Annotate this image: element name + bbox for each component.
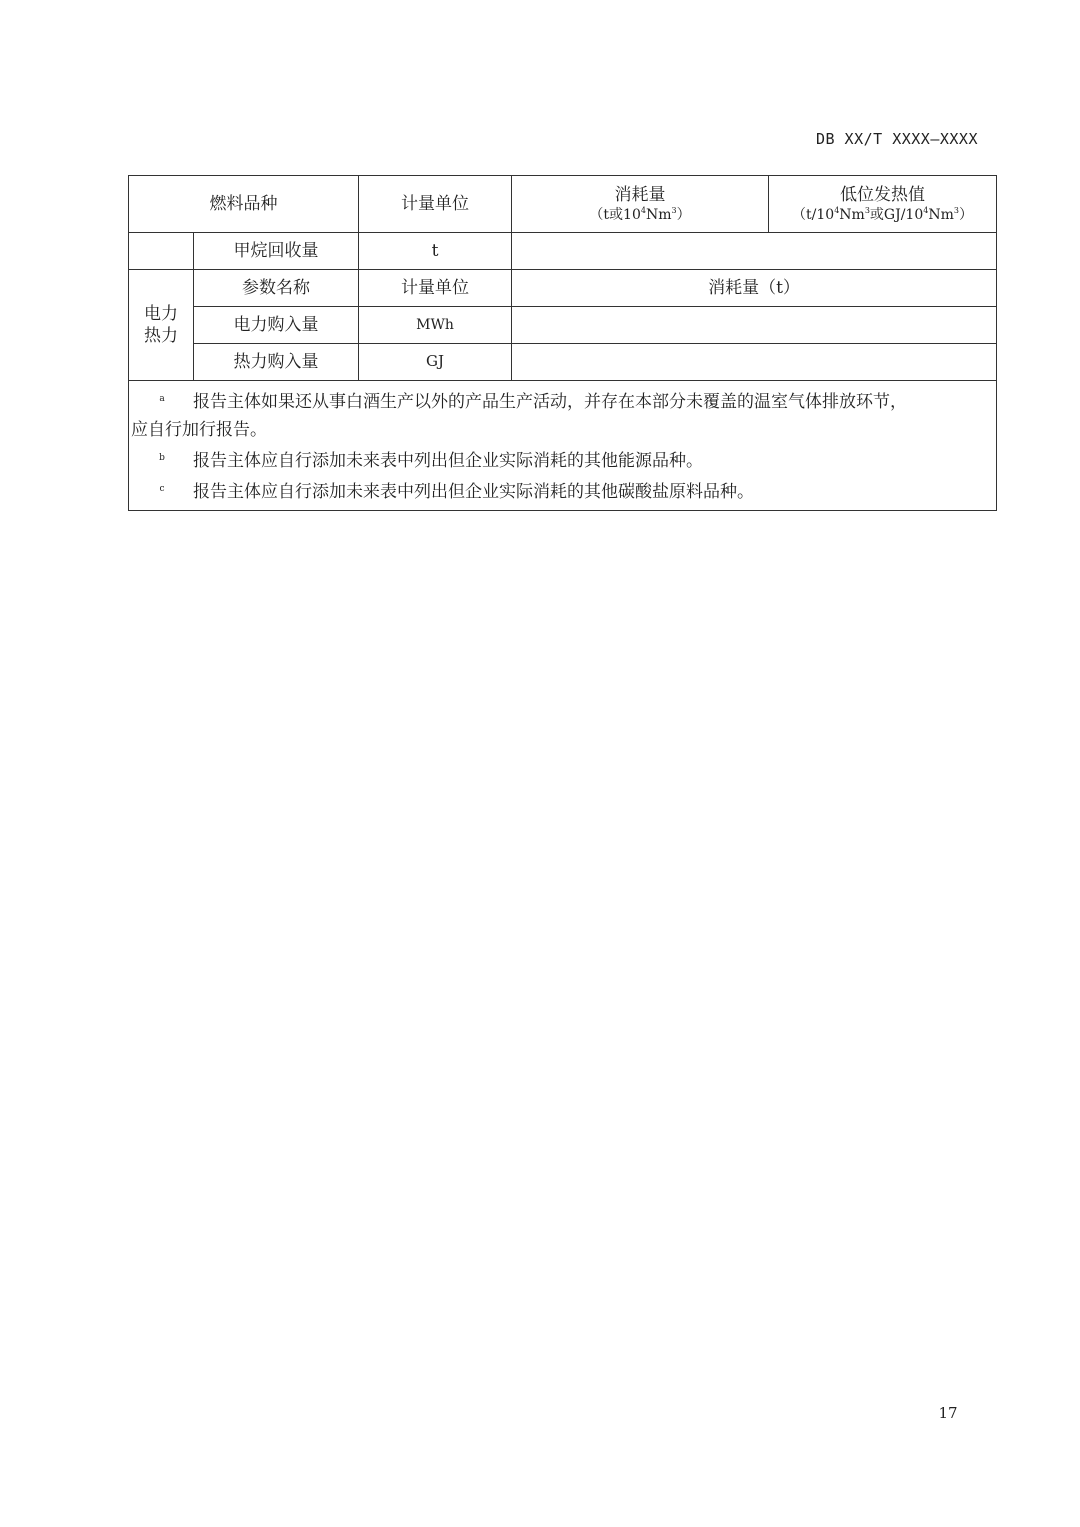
param-unit-header: 计量单位 (359, 270, 512, 307)
page-number: 17 (938, 1404, 958, 1422)
standard-code: DB XX/T XXXX—XXXX (815, 130, 978, 148)
electricity-value-cell (512, 307, 997, 344)
note-c (131, 475, 994, 506)
table-row (129, 233, 997, 270)
note-a-mark: a (159, 394, 165, 404)
note-b-mark: b (159, 453, 165, 463)
electricity-name-cell: 电力购入量 (194, 307, 359, 344)
note-b-text: 报告主体应自行添加未来表中列出但企业实际消耗的其他能源品种。 (193, 451, 703, 471)
header-fuel-type: 燃料品种 (129, 176, 359, 233)
note-a-text: 报告主体如果还从事白酒生产以外的产品生产活动，并存在本部分未覆盖的温室气体排放环节， (193, 392, 907, 412)
header-heating-value-unit: （$t/10^4Nm^3$或$GJ/10^4Nm^3$） (792, 205, 973, 223)
note-b (131, 444, 994, 475)
group-label-line2: 热力 (144, 326, 178, 346)
header-consumption-label: 消耗量 (614, 184, 666, 205)
note-c-text: 报告主体应自行添加未来表中列出但企业实际消耗的其他碳酸盐原料品种。 (193, 482, 754, 502)
table-row (129, 344, 997, 381)
header-heating-value (769, 176, 997, 233)
param-name-header: 参数名称 (194, 270, 359, 307)
note-c-mark: c (159, 484, 165, 494)
param-consumption-header: 消耗量（t） (512, 270, 997, 307)
electric-heat-group-label (129, 270, 194, 381)
heat-value-cell (512, 344, 997, 381)
methane-unit-cell: t (359, 233, 512, 270)
note-a-continuation: 应自行加行报告。 (131, 420, 267, 440)
table-row (129, 307, 997, 344)
fuel-consumption-table (128, 175, 997, 511)
header-consumption (512, 176, 769, 233)
group-label-line1: 电力 (144, 303, 178, 324)
empty-cell (129, 233, 194, 270)
methane-name-cell: 甲烷回收量 (194, 233, 359, 270)
header-unit: 计量单位 (359, 176, 512, 233)
table-row (129, 270, 997, 307)
header-heating-value-label: 低位发热值 (840, 184, 925, 205)
header-consumption-unit: （t或$10^4Nm^3$） (589, 205, 691, 223)
note-a (131, 385, 994, 416)
table-notes (129, 381, 997, 511)
heat-unit-cell: GJ (359, 344, 512, 381)
methane-consumption-cell (512, 233, 997, 270)
heat-name-cell: 热力购入量 (194, 344, 359, 381)
notes-row (129, 381, 997, 511)
electricity-unit-cell: MWh (359, 307, 512, 344)
table-header-row (129, 176, 997, 233)
